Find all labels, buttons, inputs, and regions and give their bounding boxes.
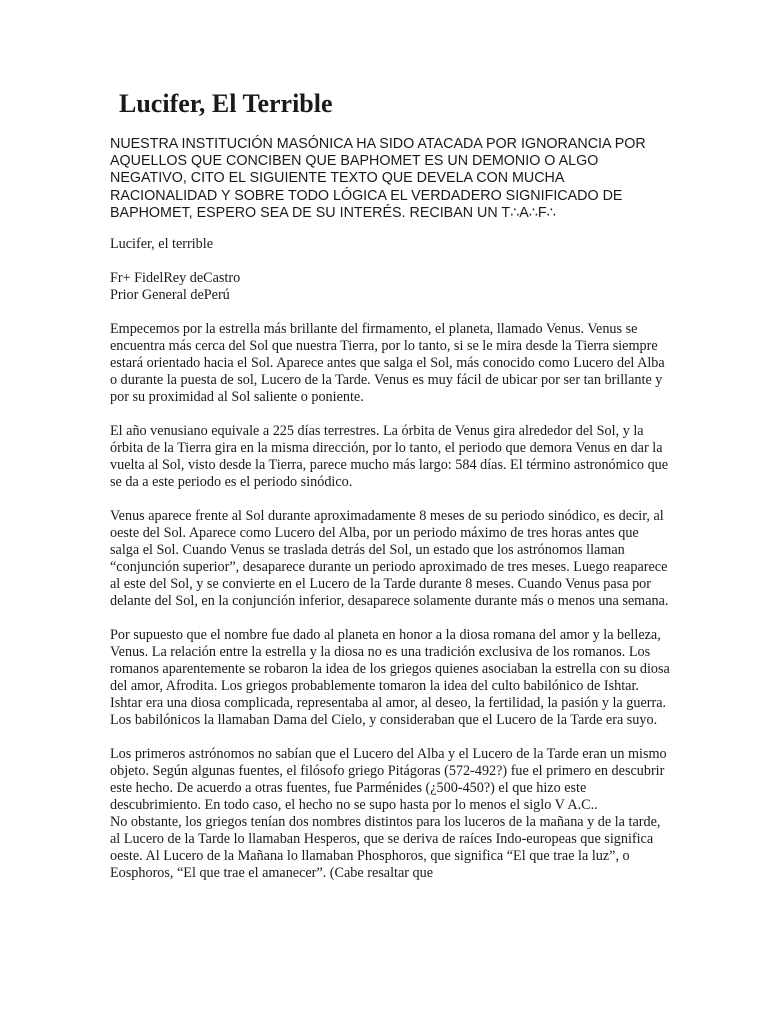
intro-paragraph: NUESTRA INSTITUCIÓN MASÓNICA HA SIDO ATACADA POR IGNORANCIA POR AQUELLOS QUE CONCIBEN QUE BAPHOMET ES UN DEMONIO O ALGO NEGATIVO, CITO EL SIGUIENTE TEXTO QUE DEVELA CON MUCHA RACIONALIDAD Y SOBRE TODO LÓGICA EL VERDADERO SIGNIFICADO DE BAPHOMET, ESPERO SEA DE SU INTERÉS. RECIBAN UN T∴A∴F∴	[110, 136, 646, 221]
document-title: Lucifer, El Terrible	[119, 89, 333, 118]
document-body	[110, 236, 670, 882]
author-name: Fr+ FidelRey deCastro	[110, 270, 241, 286]
paragraph: Empecemos por la estrella más brillante del firmamento, el planeta, llamado Venus. Venus se encuentra más cerca del Sol que nuestra Tierra, por lo tanto, si se le mira desde la Tierra siempre estará orientado hacia el Sol. Aparece antes que salga el Sol, más conocido como Lucero del Alba o durante la puesta de sol, Lucero de la Tarde. Venus es muy fácil de ubicar por ser tan brillante y por su proximidad al Sol saliente o poniente.	[110, 321, 665, 405]
paragraph: Por supuesto que el nombre fue dado al planeta en honor a la diosa romana del amor y la belleza, Venus. La relación entre la estrella y la diosa no es una tradición exclusiva de los romanos. Los romanos aparentemente se robaron la idea de los griegos quienes asociaban la estrella con su diosa del amor, Afrodita. Los griegos probablemente tomaron la idea del culto babilónico de Ishtar. Ishtar era una diosa complicada, representaba al amor, al deseo, la fertilidad, la pasión y la guerra. Los babilónicos la llamaban Dama del Cielo, y consideraban que el Lucero de la Tarde era suyo.	[110, 627, 670, 728]
subtitle: Lucifer, el terrible	[110, 236, 214, 252]
paragraph: No obstante, los griegos tenían dos nombres distintos para los luceros de la mañana y de la tarde, al Lucero de la Tarde lo llamaban Hesperos, que se deriva de raíces Indo-europeas que significa oeste. Al Lucero de la Mañana lo llamaban Phosphoros, que significa “El que trae la luz”, o Eosphoros, “El que trae el amanecer”. (Cabe resaltar que	[110, 814, 661, 881]
paragraph: Venus aparece frente al Sol durante aproximadamente 8 meses de su periodo sinódico, es decir, al oeste del Sol. Aparece como Lucero del Alba, por un periodo máximo de tres horas antes que salga el Sol. Cuando Venus se traslada detrás del Sol, un estado que los astrónomos llaman “conjunción superior”, desaparece durante un periodo aproximado de tres meses. Luego reaparece al este del Sol, y se convierte en el Lucero de la Tarde durante 8 meses. Cuando Venus pasa por delante del Sol, en la conjunción inferior, desaparece solamente durante más o menos una semana.	[110, 508, 669, 609]
paragraph: Los primeros astrónomos no sabían que el Lucero del Alba y el Lucero de la Tarde eran un mismo objeto. Según algunas fuentes, el filósofo griego Pitágoras (572-492?) fue el primero en descubrir este hecho. De acuerdo a otras fuentes, fue Parménides (¿500-450?) el que hizo este descubrimiento. En todo caso, el hecho no se supo hasta por lo menos el siglo V A.C..	[110, 746, 667, 813]
paragraph: El año venusiano equivale a 225 días terrestres. La órbita de Venus gira alrededor del Sol, y la órbita de la Tierra gira en la misma dirección, por lo tanto, el periodo que demora Venus en dar la vuelta al Sol, visto desde la Tierra, parece mucho más largo: 584 días. El término astronómico que se da a este periodo es el periodo sinódico.	[110, 423, 669, 490]
author-title: Prior General dePerú	[110, 287, 230, 303]
